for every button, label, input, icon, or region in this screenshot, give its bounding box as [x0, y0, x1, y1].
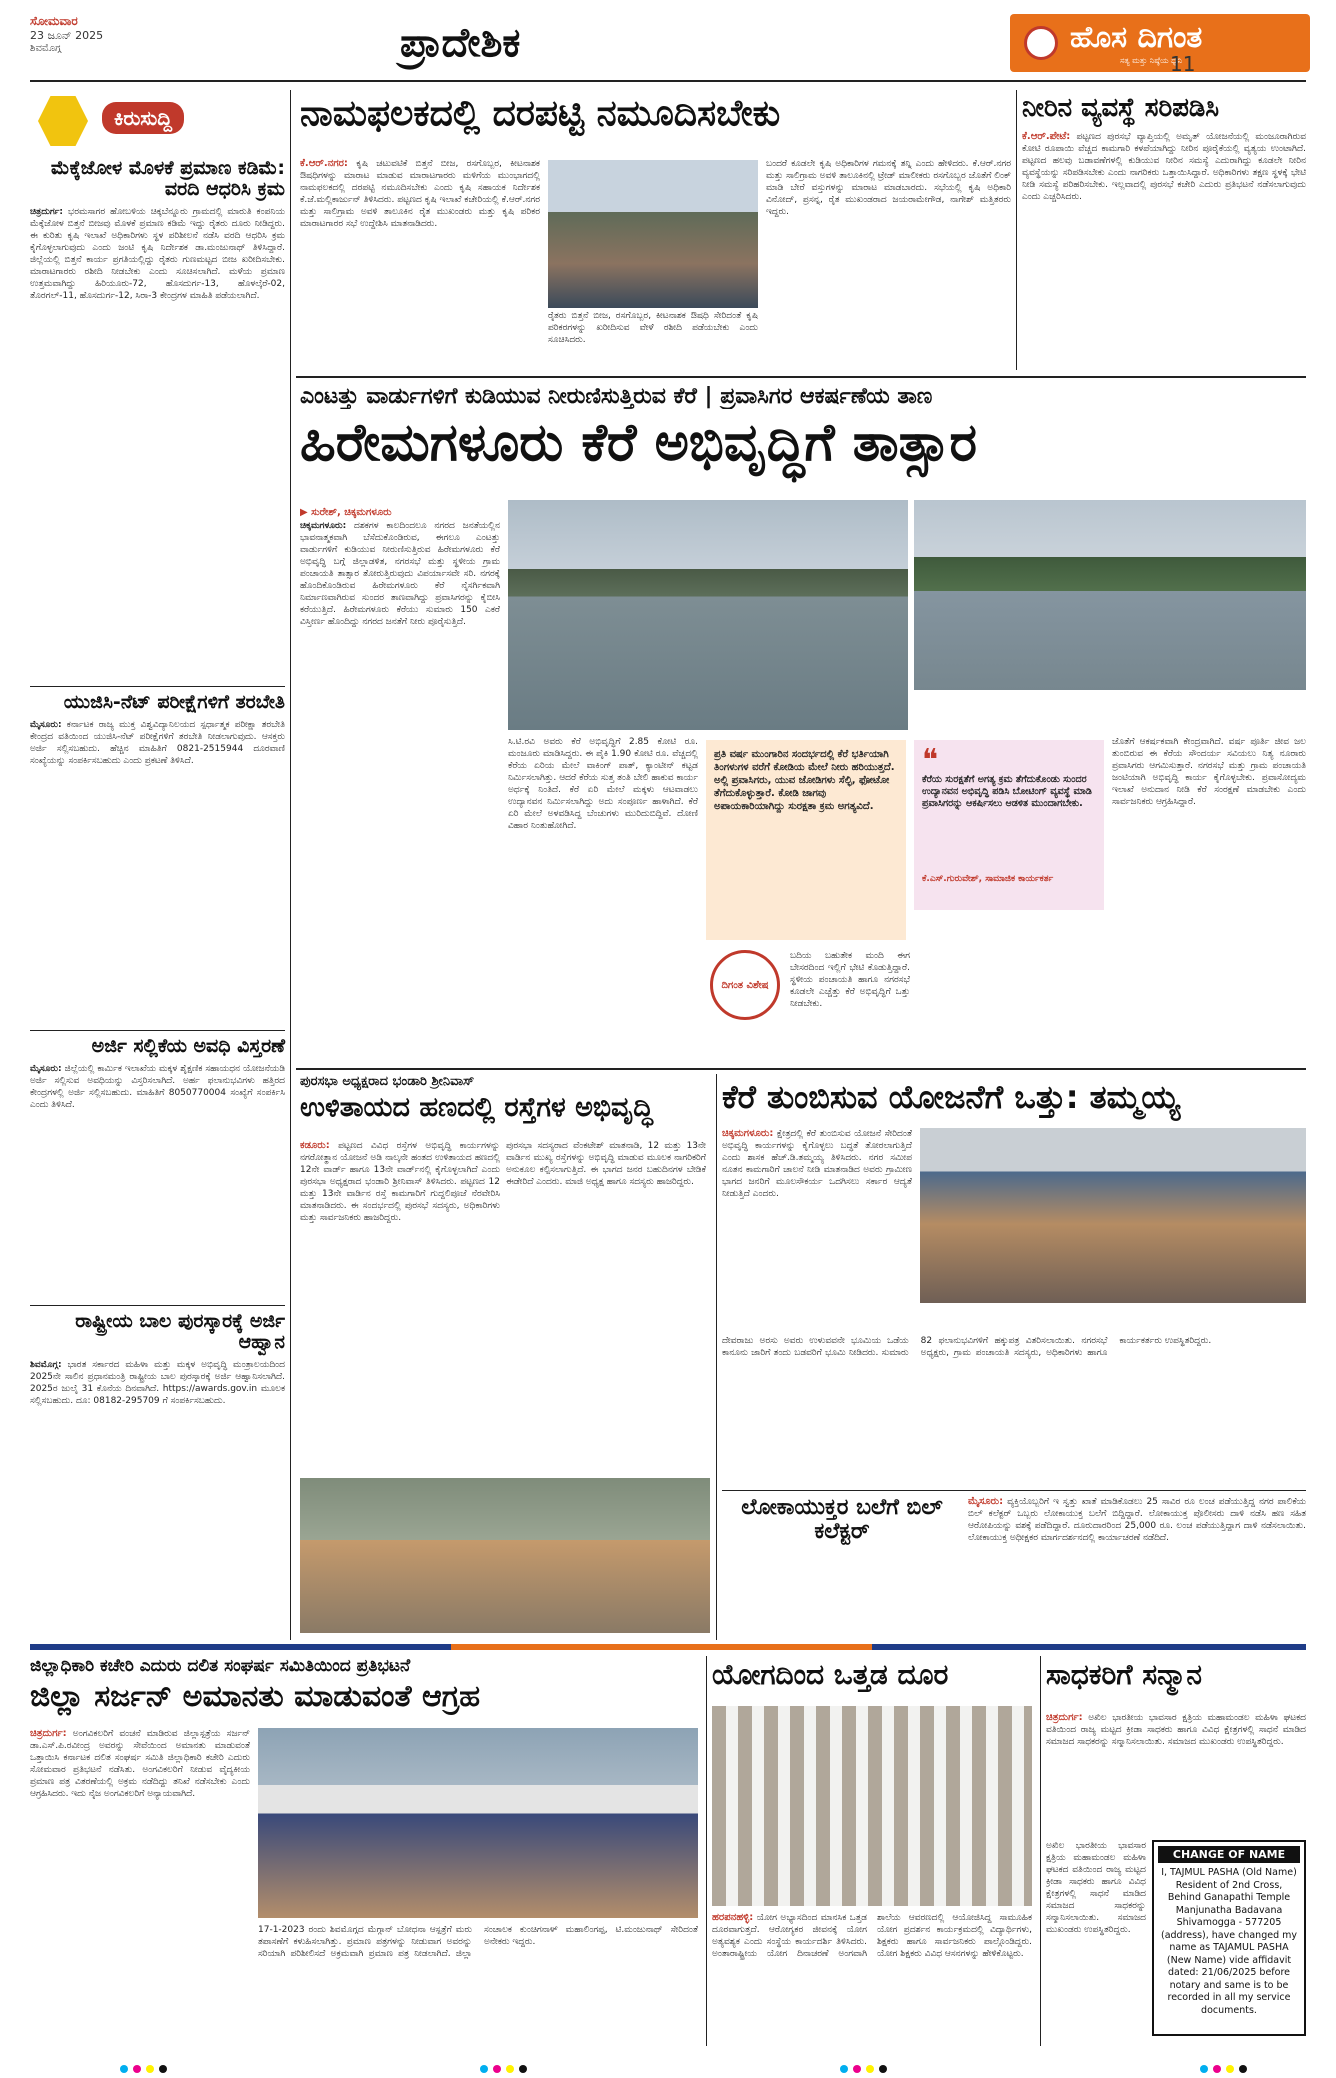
story-water — [1022, 94, 1306, 371]
kirusuddi-label: ಕಿರುಸುದ್ದಿ — [102, 102, 184, 134]
story-headline: ಲೋಕಾಯುಕ್ತರ ಬಲೆಗೆ ಬಿಲ್ ಕಲೆಕ್ಟರ್ — [741, 1495, 943, 1545]
quote-text: ಪ್ರತಿ ವರ್ಷ ಮುಂಗಾರಿನ ಸಂದರ್ಭದಲ್ಲಿ ಕೆರೆ ಭರ್ತಿಯಾಗಿ ತಿಂಗಳುಗಳ ವರೆಗೆ ಕೋಡಿಯ ಮೇಲೆ ನೀರು ಹರಿಯುತ್ತದೆ. ಅಲ್ಲಿ ಪ್ರವಾಸಿಗರು, ಯುವ ಜೋಡಿಗಳು ಸೆಲ್ಫಿ, ಫೋಟೋ ತೆಗೆದುಕೊಳ್ಳುತ್ತಾರೆ. ಕೋಡಿ ಜಾಗವು ಅಪಾಯಕಾರಿಯಾಗಿದ್ದು ಸುರಕ್ಷತಾ ಕ್ರಮ ಅಗತ್ಯವಿದೆ. — [714, 749, 895, 812]
story-roads — [300, 1074, 710, 1123]
story-price — [300, 94, 1020, 134]
story-headline: ನಾಮಫಲಕದಲ್ಲಿ ದರಪಟ್ಟಿ ನಮೂದಿಸಬೇಕು — [300, 93, 781, 134]
story-roads-body — [300, 1140, 500, 1470]
brief-body: ಭರಮಸಾಗರ ಹೋಬಳಿಯ ಚಿಕ್ಕಬೆನ್ನೂರು ಗ್ರಾಮದಲ್ಲಿ ಮಾರುತಿ ಕಂಪನಿಯ ಮೆಕ್ಕೆಜೋಳ ಬಿತ್ತನೆ ಬೀಜವು ಮೊಳಕೆ ಪ್ರಮಾಣ ಕಡಿಮೆ ಇದ್ದು ರೈತರು ದೂರು ನೀಡಿದ್ದರು. ಈ ಕುರಿತು ಕೃಷಿ ಇಲಾಖೆ ಅಧಿಕಾರಿಗಳು ಸ್ಥಳ ಪರಿಶೀಲನೆ ನಡೆಸಿ ವರದಿ ಆಧರಿಸಿ ಕ್ರಮ ಕೈಗೊಳ್ಳಲಾಗುವುದು ಎಂದು ಜಂಟಿ ಕೃಷಿ ನಿರ್ದೇಶಕ ಡಾ.ಮಂಜುನಾಥ್ ತಿಳಿಸಿದ್ದಾರೆ. ಜಿಲ್ಲೆಯಲ್ಲಿ ಬಿತ್ತನೆ ಕಾರ್ಯ ಪ್ರಗತಿಯಲ್ಲಿದ್ದು ರೈತರು ಗುಣಮಟ್ಟದ ಬೀಜ ಖರೀದಿಸಬೇಕು. ಮಾರಾಟಗಾರರು ರಶೀದಿ ನೀಡಬೇಕು ಎಂದು ಸೂಚಿಸಲಾಗಿದೆ. ಮಳೆಯ ಪ್ರಮಾಣ ಉತ್ತಮವಾಗಿದ್ದು ಹಿರಿಯೂರು-72, ಹೊಸದುರ್ಗ-13, ಹೊಳಲ್ಕೆರೆ-02, ತೊರಗಲ್-11, ಹೊಸದುರ್ಗ-12, ಸಿರಾ-3 ಕೇಂದ್ರಗಳ ಮಾಹಿತಿ ಪಡೆಯಲಾಗಿದೆ. — [30, 206, 285, 301]
story-price-body — [300, 158, 540, 368]
story-lokayukta — [722, 1496, 962, 1544]
lead-quote-2 — [914, 740, 1104, 910]
brief-1 — [30, 158, 285, 696]
photo-caption: ರೈತರು ಬಿತ್ತನೆ ಬೀಜ, ರಸಗೊಬ್ಬರ, ಕೀಟನಾಶಕ ಔಷಧಿ ಸೇರಿದಂತೆ ಕೃಷಿ ಪರಿಕರಗಳನ್ನು ಖರೀದಿಸುವ ವೇಳೆ ರಶೀದಿ ಪಡೆಯಬೇಕು ಎಂದು ಸೂಚಿಸಿದರು. — [548, 311, 758, 345]
story-body: ವ್ಯಕ್ತಿಯೊಬ್ಬರಿಗೆ ಇ ಸ್ವತ್ತು ಖಾತೆ ಮಾಡಿಕೊಡಲು 25 ಸಾವಿರ ರೂ ಲಂಚ ಪಡೆಯುತ್ತಿದ್ದ ನಗರ ಪಾಲಿಕೆಯ ಬಿಲ್ ಕಲೆಕ್ಟರ್ ಒಬ್ಬರು ಲೋಕಾಯುಕ್ತ ಬಲೆಗೆ ಬಿದ್ದಿದ್ದಾರೆ. ಲೋಕಾಯುಕ್ತ ಪೊಲೀಸರು ದಾಳಿ ನಡೆಸಿ ಹಣ ಸಹಿತ ಆರೋಪಿಯನ್ನು ವಶಕ್ಕೆ ಪಡೆದಿದ್ದಾರೆ. ದೂರುದಾರರಿಂದ 25,000 ರೂ. ಲಂಚ ಪಡೆಯುತ್ತಿದ್ದಾಗ ದಾಳಿ ನಡೆಸಲಾಯಿತು. ಲೋಕಾಯುಕ್ತ ಅಧೀಕ್ಷಕರ ಮಾರ್ಗದರ್ಶನದಲ್ಲಿ ಕಾರ್ಯಾಚರಣೆ ನಡೆದಿದೆ. — [968, 1497, 1306, 1543]
classified-notice — [1152, 1840, 1306, 2036]
story-body: ಪಟ್ಟಣದ ವಿವಿಧ ರಸ್ತೆಗಳ ಅಭಿವೃದ್ಧಿ ಕಾರ್ಯಗಳನ್ನು ನಗರೋತ್ಥಾನ ಯೋಜನೆ ಅಡಿ ನಾಲ್ಕನೇ ಹಂತದ ಉಳಿತಾಯದ ಹಣದಲ್ಲಿ 12ನೇ ವಾರ್ಡ್ ಹಾಗೂ 13ನೇ ವಾರ್ಡ್‌ನಲ್ಲಿ ಕೈಗೊಳ್ಳಲಾಗಿದೆ ಎಂದು ಪುರಸಭಾ ಅಧ್ಯಕ್ಷರಾದ ಭಂಡಾರಿ ಶ್ರೀನಿವಾಸ್ ತಿಳಿಸಿದರು. ಪಟ್ಟಣದ 12 ಮತ್ತು 13ನೇ ವಾರ್ಡಿನ ರಸ್ತೆ ಕಾಮಗಾರಿಗೆ ಗುದ್ದಲಿಪೂಜೆ ನೆರವೇರಿಸಿ ಮಾತನಾಡಿದರು. ಈ ಸಂದರ್ಭದಲ್ಲಿ ಪುರಸಭೆ ಸದಸ್ಯರು, ಅಧಿಕಾರಿಗಳು ಮತ್ತು ಸಾರ್ವಜನಿಕರು ಹಾಜರಿದ್ದರು. — [300, 1141, 500, 1223]
dateline: ಮೈಸೂರು: — [30, 1063, 62, 1074]
yoga-photo — [712, 1706, 1032, 1906]
notice-text: I, TAJMUL PASHA (Old Name) Resident of 2nd Cross, Behind Ganapathi Temple Manjunatha Badavana Shivamogga - 577205 (address), have changed my name as TAJAMUL PASHA (New Name) vide affidavit dated: 21/06/2025 before notary and same is to be recorded in all my service documents. — [1161, 1867, 1297, 2016]
logo-name: ಹೊಸ ದಿಗಂತ — [1070, 20, 1203, 55]
story-body: ಕೃಷಿ ಚಟುವಟಿಕೆ ಬಿತ್ತನೆ ಬೀಜ, ರಸಗೊಬ್ಬರ, ಕೀಟನಾಶಕ ಔಷಧಿಗಳನ್ನು ಮಾರಾಟ ಮಾಡುವ ಮಾರಾಟಗಾರರು ಮಳಿಗೆಯ ಮುಂಭಾಗದಲ್ಲಿ ನಾಮಫಲಕದಲ್ಲಿ ದರಪಟ್ಟಿ ನಮೂದಿಸಬೇಕು ಎಂದು ಕೃಷಿ ಸಹಾಯಕ ನಿರ್ದೇಶಕ ಕೆ.ಜೆ.ಮಲ್ಲಿಕಾರ್ಜುನ್ ತಿಳಿಸಿದರು. ಪಟ್ಟಣದ ಕೃಷಿ ಇಲಾಖೆ ಕಚೇರಿಯಲ್ಲಿ ಕೆ.ಆರ್.ನಗರ ಮತ್ತು ಸಾಲಿಗ್ರಾಮ ಅವಳಿ ತಾಲೂಕಿನ ರೈತ ಮುಖಂಡರು ಮತ್ತು ಕೃಷಿ ಪರಿಕರ ಮಾರಾಟಗಾರರ ಸಭೆ ಉದ್ದೇಶಿಸಿ ಮಾತನಾಡಿದರು. — [300, 159, 540, 229]
registration-marks — [120, 2058, 180, 2068]
dateline: ಚಿಕ್ಕಮಗಳೂರು: — [300, 521, 347, 531]
lead-body-1 — [300, 520, 500, 1060]
story-protest-body — [30, 1728, 250, 2038]
protest-photo — [258, 1728, 698, 1918]
emblem-icon — [1024, 26, 1058, 60]
quote-author: ಕೆ.ಎಸ್.ಗುರುವೇಶ್, ಸಾಮಾಜಿಕ ಕಾರ್ಯಕರ್ತ — [922, 874, 1054, 884]
story-headline: ನೀರಿನ ವ್ಯವಸ್ಥೆ ಸರಿಪಡಿಸಿ — [1022, 93, 1220, 123]
lake-pier-photo — [508, 500, 908, 730]
registration-marks — [1200, 2058, 1260, 2068]
story-honor-body — [1046, 1712, 1306, 1832]
story-tank-body-2: ದೇವರಾಜು ಅರಸು ಅವರು ಉಳುವವನೇ ಭೂಮಿಯ ಒಡೆಯ ಕಾನೂನು ಜಾರಿಗೆ ತಂದು ಬಡವರಿಗೆ ಭೂಮಿ ನೀಡಿದರು. ಸುಮಾರು 82 ಫಲಾನುಭವಿಗಳಿಗೆ ಹಕ್ಕುಪತ್ರ ವಿತರಿಸಲಾಯಿತು. ನಗರಸಭೆ ಅಧ್ಯಕ್ಷರು, ಗ್ರಾಮ ಪಂಚಾಯತಿ ಸದಸ್ಯರು, ಅಧಿಕಾರಿಗಳು ಹಾಗೂ ಕಾರ್ಯಕರ್ತರು ಉಪಸ್ಥಿತರಿದ್ದರು. — [722, 1336, 1212, 1358]
day: ಸೋಮವಾರ — [30, 14, 78, 28]
dateline: ಮೈಸೂರು: — [968, 1496, 1004, 1507]
lead-quote-1 — [706, 740, 906, 940]
story-body: ಅಂಗವಿಕಲರಿಗೆ ವಂಚನೆ ಮಾಡಿರುವ ಜಿಲ್ಲಾಸ್ಪತ್ರೆಯ ಸರ್ಜನ್ ಡಾ.ಎಸ್.ಪಿ.ರವೀಂದ್ರ ಅವರನ್ನು ಸೇವೆಯಿಂದ ಅಮಾನತು ಮಾಡುವಂತೆ ಒತ್ತಾಯಿಸಿ ಕರ್ನಾಟಕ ದಲಿತ ಸಂಘರ್ಷ ಸಮಿತಿ ಜಿಲ್ಲಾಧಿಕಾರಿ ಕಚೇರಿ ಎದುರು ಸೋಮವಾರ ಪ್ರತಿಭಟನೆ ನಡೆಸಿತು. ಅಂಗವಿಕಲರಿಗೆ ನೀಡುವ ವೈದ್ಯಕೀಯ ಪ್ರಮಾಣ ಪತ್ರ ವಿತರಣೆಯಲ್ಲಿ ಅಕ್ರಮ ನಡೆದಿದ್ದು ತನಿಖೆ ನಡೆಸಬೇಕು ಎಂದು ಆಗ್ರಹಿಸಿದರು. ಇದು ನೈಜ ಅಂಗವಿಕಲರಿಗೆ ಅನ್ಯಾಯವಾಗಿದೆ. — [30, 1729, 250, 1799]
registration-marks — [480, 2058, 540, 2068]
brief-body: ಕರ್ನಾಟಕ ರಾಜ್ಯ ಮುಕ್ತ ವಿಶ್ವವಿದ್ಯಾನಿಲಯದ ಸ್ಪರ್ಧಾತ್ಮಕ ಪರೀಕ್ಷಾ ತರಬೇತಿ ಕೇಂದ್ರದ ವತಿಯಿಂದ ಯುಜಿಸಿ-ನೆಟ್ ಪರೀಕ್ಷೆಗಳಿಗೆ ತರಬೇತಿ ನೀಡಲಾಗುವುದು. ಆಸಕ್ತರು ಅರ್ಜಿ ಸಲ್ಲಿಸಬಹುದು. ಹೆಚ್ಚಿನ ಮಾಹಿತಿಗೆ 0821-2515944 ದೂರವಾಣಿ ಸಂಖ್ಯೆಯನ್ನು ಸಂಪರ್ಕಿಸಬಹುದು ಎಂದು ಪ್ರಕಟಣೆ ತಿಳಿಸಿದೆ. — [30, 719, 285, 766]
dateline: ಚಿಕ್ಕಮಗಳೂರು: — [722, 1128, 774, 1139]
lead-byline: ▶ ಸುರೇಶ್, ಚಿಕ್ಕಮಗಳೂರು — [300, 507, 392, 518]
section-title: ಪ್ರಾದೇಶಿಕ — [400, 20, 521, 66]
lead-headline: ಹಿರೇಮಗಳೂರು ಕೆರೆ ಅಭಿವೃದ್ಧಿಗೆ ತಾತ್ಸಾರ — [300, 413, 978, 473]
brief-body: ಜಿಲ್ಲೆಯಲ್ಲಿ ಕಾರ್ಮಿಕ ಇಲಾಖೆಯ ಮಕ್ಕಳ ಶೈಕ್ಷಣಿಕ ಸಹಾಯಧನ ಯೋಜನೆಯಡಿ ಅರ್ಜಿ ಸಲ್ಲಿಸುವ ಅವಧಿಯನ್ನು ವಿಸ್ತರಿಸಲಾಗಿದೆ. ಅರ್ಹ ಫಲಾನುಭವಿಗಳು ಹತ್ತಿರದ ಕೇಂದ್ರಗಳಲ್ಲಿ ಅರ್ಜಿ ಸಲ್ಲಿಸಬಹುದು. ಮಾಹಿತಿಗೆ 8050770004 ಸಂಖ್ಯೆಗೆ ಸಂಪರ್ಕಿಸಿ ಎಂದು ತಿಳಿಸಿದೆ. — [30, 1063, 285, 1110]
quote-icon: ❝ — [922, 743, 939, 778]
lake-view-photo — [914, 500, 1306, 690]
lead-story — [300, 384, 1306, 472]
dateline: ಕೆ.ಆರ್.ನಗರ: — [300, 158, 348, 169]
story-protest-body-2: 17-1-2023 ರಂದು ಶಿವಮೊಗ್ಗದ ಮೆಗ್ಗಾನ್ ಬೋಧನಾ ಆಸ್ಪತ್ರೆಗೆ ಮರು ತಪಾಸಣೆಗೆ ಕಳುಹಿಸಲಾಗಿತ್ತು. ಪ್ರಮಾಣ ಪತ್ರಗಳನ್ನು ನೀಡುವಾಗ ಅವರನ್ನು ಸರಿಯಾಗಿ ಪರಿಶೀಲಿಸದೆ ಅಕ್ರಮವಾಗಿ ಪ್ರಮಾಣ ಪತ್ರ ನೀಡಲಾಗಿದೆ. ಜಿಲ್ಲಾ ಸಂಚಾಲಕ ಕುಂಚಿಗನಾಳ್ ಮಹಾಲಿಂಗಪ್ಪ, ಟಿ.ಮಂಜುನಾಥ್ ಸೇರಿದಂತೆ ಅನೇಕರು ಇದ್ದರು. — [258, 1925, 698, 1959]
story-lokayukta-body — [968, 1496, 1306, 1636]
kirusuddi-banner — [30, 90, 285, 150]
story-tank-body — [722, 1128, 912, 1328]
dateline: ಕಡೂರು: — [300, 1140, 330, 1151]
lead-body-4: ಬದಿಯ ಬಹುತೇಕ ಮಂದಿ ಈಗ ಬೇಸರದಿಂದ ಇಲ್ಲಿಗೆ ಭೇಟಿ ಕೊಡುತ್ತಿದ್ದಾರೆ. ಸ್ಥಳೀಯ ಪಂಚಾಯತಿ ಹಾಗೂ ನಗರಸಭೆ ಕೂಡಲೇ ಎಚ್ಚೆತ್ತು ಕೆರೆ ಅಭಿವೃದ್ಧಿಗೆ ಒತ್ತು ನೀಡಬೇಕು. — [790, 951, 910, 1009]
page-number: 11 — [1170, 52, 1196, 76]
story-honor-body-2: ಅಖಿಲ ಭಾರತೀಯ ಭಾವಸಾರ ಕ್ಷತ್ರಿಯ ಮಹಾಮಂಡಲ ಮಹಿಳಾ ಘಟಕದ ವತಿಯಿಂದ ರಾಜ್ಯ ಮಟ್ಟದ ಕ್ರೀಡಾ ಸಾಧಕರು ಹಾಗೂ ವಿವಿಧ ಕ್ಷೇತ್ರಗಳಲ್ಲಿ ಸಾಧನೆ ಮಾಡಿದ ಸಮಾಜದ ಸಾಧಕರನ್ನು ಸನ್ಮಾನಿಸಲಾಯಿತು. ಸಮಾಜದ ಮುಖಂಡರು ಉಪಸ್ಥಿತರಿದ್ದರು. — [1046, 1841, 1146, 1935]
story-roads-body-2: ಪುರಸಭಾ ಸದಸ್ಯರಾದ ವೆಂಕಟೇಶ್ ಮಾತನಾಡಿ, 12 ಮತ್ತು 13ನೇ ವಾರ್ಡಿನ ಮುಖ್ಯ ರಸ್ತೆಗಳನ್ನು ಅಭಿವೃದ್ಧಿ ಮಾಡುವ ಮೂಲಕ ನಾಗರಿಕರಿಗೆ ಅನುಕೂಲ ಕಲ್ಪಿಸಲಾಗುತ್ತಿದೆ. ಈ ಭಾಗದ ಜನರ ಬಹುದಿನಗಳ ಬೇಡಿಕೆ ಈಡೇರಿದೆ ಎಂದರು. ಮಾಜಿ ಅಧ್ಯಕ್ಷ ಹಾಗೂ ಸದಸ್ಯರು ಹಾಜರಿದ್ದರು. — [506, 1141, 706, 1187]
lead-body-2: ಸಿ.ಟಿ.ರವಿ ಅವರು ಕೆರೆ ಅಭಿವೃದ್ಧಿಗೆ 2.85 ಕೋಟಿ ರೂ. ಮಂಜೂರು ಮಾಡಿಸಿದ್ದರು. ಈ ಪೈಕಿ 1.90 ಕೋಟಿ ರೂ. ವೆಚ್ಚದಲ್ಲಿ ಕೆರೆಯ ಏರಿಯ ಮೇಲೆ ವಾಕಿಂಗ್ ಪಾತ್, ಕ್ಯಾಂಟೀನ್ ಕಟ್ಟಡ ನಿರ್ಮಿಸಲಾಗಿತ್ತು. ಆದರೆ ಕೆರೆಯ ಸುತ್ತ ತಂತಿ ಬೇಲಿ ಹಾಕುವ ಕಾರ್ಯ ಅರ್ಧಕ್ಕೆ ನಿಂತಿದೆ. ಕೆರೆ ಏರಿ ಮೇಲೆ ಮಕ್ಕಳು ಆಟವಾಡಲು ಉದ್ಯಾನವನ ನಿರ್ಮಿಸಲಾಗಿದ್ದು ಅದು ಸಂಪೂರ್ಣ ಹಾಳಾಗಿದೆ. ಕೆರೆ ಏರಿ ಮೇಲೆ ಅಳವಡಿಸಿದ್ದ ಬೆಂಚುಗಳು ಮುರಿದುಬಿದ್ದಿವೆ. ದೋಣಿ ವಿಹಾರ ನಿಂತುಹೋಗಿದೆ. — [508, 737, 698, 831]
story-headline: ಜಿಲ್ಲಾ ಸರ್ಜನ್ ಅಮಾನತು ಮಾಡುವಂತೆ ಆಗ್ರಹ — [30, 1679, 481, 1714]
story-yoga-body — [712, 1912, 1032, 2038]
city: ಶಿವಮೊಗ್ಗ — [30, 43, 62, 54]
notice-title: CHANGE OF NAME — [1158, 1846, 1300, 1863]
lead-kicker: ಎಂಟತ್ತು ವಾರ್ಡುಗಳಿಗೆ ಕುಡಿಯುವ ನೀರುಣಿಸುತ್ತಿರುವ ಕೆರೆ | ಪ್ರವಾಸಿಗರ ಆಕರ್ಷಣೆಯ ತಾಣ — [300, 384, 933, 409]
story-protest — [30, 1656, 700, 1713]
story-kicker: ಪುರಸಭಾ ಅಧ್ಯಕ್ಷರಾದ ಭಂಡಾರಿ ಶ್ರೀನಿವಾಸ್ — [300, 1074, 475, 1089]
dateline: ಚಿತ್ರದುರ್ಗ: — [30, 206, 64, 217]
story-body: ಯೋಗ ಅಭ್ಯಾಸದಿಂದ ಮಾನಸಿಕ ಒತ್ತಡ ದೂರವಾಗುತ್ತದೆ. ಆರೋಗ್ಯಕರ ಜೀವನಕ್ಕೆ ಯೋಗ ಅತ್ಯವಶ್ಯಕ ಎಂದು ಸಂಸ್ಥೆಯ ಕಾರ್ಯದರ್ಶಿ ತಿಳಿಸಿದರು. ಅಂತಾರಾಷ್ಟ್ರೀಯ ಯೋಗ ದಿನಾಚರಣೆ ಅಂಗವಾಗಿ ಶಾಲೆಯ ಆವರಣದಲ್ಲಿ ಆಯೋಜಿಸಿದ್ದ ಸಾಮೂಹಿಕ ಯೋಗ ಪ್ರದರ್ಶನ ಕಾರ್ಯಕ್ರಮದಲ್ಲಿ ವಿದ್ಯಾರ್ಥಿಗಳು, ಶಿಕ್ಷಕರು ಹಾಗೂ ಸಾರ್ವಜನಿಕರು ಪಾಲ್ಗೊಂಡಿದ್ದರು. ಯೋಗ ಶಿಕ್ಷಕರು ವಿವಿಧ ಆಸನಗಳನ್ನು ಹೇಳಿಕೊಟ್ಟರು. — [712, 1913, 1032, 1959]
brief-headline: ಯುಜಿಸಿ-ನೆಟ್ ಪರೀಕ್ಷೆಗಳಿಗೆ ತರಬೇತಿ — [63, 691, 285, 713]
story-headline: ಉಳಿತಾಯದ ಹಣದಲ್ಲಿ ರಸ್ತೆಗಳ ಅಭಿವೃದ್ಧಿ — [300, 1092, 653, 1123]
story-headline: ಯೋಗದಿಂದ ಒತ್ತಡ ದೂರ — [712, 1658, 949, 1691]
brief-4 — [30, 1311, 285, 1609]
dateline: ಚಿತ್ರದುರ್ಗ: — [1046, 1712, 1083, 1723]
dateline: ಹರಪನಹಳ್ಳಿ: — [712, 1912, 754, 1923]
logo-tagline: ಸತ್ಯ ಮತ್ತು ನಿಷ್ಠೆಯ ಧ್ವನಿ — [1120, 56, 1183, 65]
story-body: ಅಖಿಲ ಭಾರತೀಯ ಭಾವಸಾರ ಕ್ಷತ್ರಿಯ ಮಹಾಮಂಡಲ ಮಹಿಳಾ ಘಟಕದ ವತಿಯಿಂದ ರಾಜ್ಯ ಮಟ್ಟದ ಕ್ರೀಡಾ ಸಾಧಕರು ಹಾಗೂ ವಿವಿಧ ಕ್ಷೇತ್ರಗಳಲ್ಲಿ ಸಾಧನೆ ಮಾಡಿದ ಸಮಾಜದ ಸಾಧಕರನ್ನು ಸನ್ಮಾನಿಸಲಾಯಿತು. ಸಮಾಜದ ಮುಖಂಡರು ಉಪಸ್ಥಿತರಿದ್ದರು. — [1046, 1713, 1306, 1747]
dateline: ಶಿವಮೊಗ್ಗ: — [30, 1359, 62, 1370]
dateline: ಕೆ.ಆರ್.ಪೇಟೆ: — [1022, 130, 1071, 142]
dateline: ಚಿತ್ರದುರ್ಗ: — [30, 1728, 67, 1739]
brief-2 — [30, 692, 285, 929]
quote-text: ಕೆರೆಯ ಸುರಕ್ಷತೆಗೆ ಅಗತ್ಯ ಕ್ರಮ ತೆಗೆದುಕೊಂಡು ಸುಂದರ ಉದ್ಯಾನವನ ಅಭಿವೃದ್ಧಿ ಪಡಿಸಿ ಬೋಟಿಂಗ್ ವ್ಯವಸ್ಥೆ ಮಾಡಿ ಪ್ರವಾಸಿಗರನ್ನು ಆಕರ್ಷಿಸಲು ಆಡಳಿತ ಮುಂದಾಗಬೇಕು. — [922, 774, 1092, 809]
brief-3 — [30, 1036, 285, 1263]
brief-headline: ರಾಷ್ಟ್ರೀಯ ಬಾಲ ಪುರಸ್ಕಾರಕ್ಕೆ ಅರ್ಜಿ ಆಹ್ವಾನ — [75, 1310, 285, 1353]
date-box — [30, 14, 140, 72]
lead-body-3: ಜೊತೆಗೆ ಆಕರ್ಷಕವಾಗಿ ಕೇಂದ್ರವಾಗಿದೆ. ವರ್ಷ ಪೂರ್ತಿ ಜೀವ ಜಲ ತುಂಬಿರುವ ಈ ಕೆರೆಯ ಸೌಂದರ್ಯ ಸವಿಯಲು ನಿತ್ಯ ನೂರಾರು ಪ್ರವಾಸಿಗರು ಆಗಮಿಸುತ್ತಾರೆ. ನಗರಸಭೆ ಮತ್ತು ಗ್ರಾಮ ಪಂಚಾಯತಿ ಜಂಟಿಯಾಗಿ ಅಭಿವೃದ್ಧಿ ಕಾರ್ಯ ಕೈಗೊಳ್ಳಬೇಕು. ಪ್ರವಾಸೋದ್ಯಮ ಇಲಾಖೆ ಅನುದಾನ ನೀಡಿ ಕೆರೆ ಸಂರಕ್ಷಣೆ ಮಾಡಬೇಕು ಎಂದು ಸಾರ್ವಜನಿಕರು ಆಗ್ರಹಿಸಿದ್ದಾರೆ. — [1112, 737, 1306, 807]
dateline: ಮೈಸೂರು: — [30, 719, 62, 730]
digantha-special-stamp: ದಿಗಂತ ವಿಶೇಷ — [710, 950, 780, 1020]
registration-marks — [840, 2058, 900, 2068]
story-tank — [722, 1080, 1306, 1115]
newspaper-logo — [1010, 14, 1310, 76]
mla-event-photo — [920, 1128, 1306, 1303]
roads-event-photo — [300, 1478, 710, 1633]
date: 23 ಜೂನ್ 2025 — [30, 29, 104, 42]
story-yoga — [712, 1660, 1032, 1691]
finger-icon — [38, 96, 88, 146]
lead-body-text: ದಶಕಗಳ ಕಾಲದಿಂದಲೂ ನಗರದ ಜನತೆಯಲ್ಲಿನ ಭಾವನಾತ್ಮಕವಾಗಿ ಬೆಸೆದುಕೊಂಡಿರುವ, ಈಗಲೂ ಎಂಟತ್ತು ವಾರ್ಡುಗಳಿಗೆ ಕುಡಿಯುವ ನೀರುಣಿಸುತ್ತಿರುವ ಹಿರೇಮಗಳೂರು ಕೆರೆ ಅಭಿವೃದ್ಧಿ ಬಗ್ಗೆ ಜಿಲ್ಲಾಡಳಿತ, ನಗರಸಭೆ ಮತ್ತು ಸ್ಥಳೀಯ ಗ್ರಾಮ ಪಂಚಾಯತಿ ತಾತ್ಸಾರ ತೋರುತ್ತಿರುವುದು ವಿಪರ್ಯಾಸವೇ ಸರಿ. ನಗರಕ್ಕೆ ಹೊಂದಿಕೊಂಡಿರುವ ಹಿರೇಮಗಳೂರು ಕೆರೆ ನೈಸರ್ಗಿಕವಾಗಿ ನಿರ್ಮಾಣವಾಗಿರುವ ಸುಂದರ ತಾಣವಾಗಿದ್ದು ಪ್ರವಾಸಿಗರನ್ನು ಕೈಬೀಸಿ ಕರೆಯುತ್ತಿದೆ. ಹಿರೇಮಗಳೂರು ಕೆರೆಯು ಸುಮಾರು 150 ಎಕರೆ ವಿಸ್ತೀರ್ಣ ಹೊಂದಿದ್ದು ನಗರದ ಜನತೆಗೆ ನೀರು ಪೂರೈಸುತ್ತಿದೆ. — [300, 521, 500, 627]
masthead — [30, 14, 1306, 76]
brief-body: ಭಾರತ ಸರ್ಕಾರದ ಮಹಿಳಾ ಮತ್ತು ಮಕ್ಕಳ ಅಭಿವೃದ್ಧಿ ಮಂತ್ರಾಲಯದಿಂದ 2025ನೇ ಸಾಲಿನ ಪ್ರಧಾನಮಂತ್ರಿ ರಾಷ್ಟ್ರೀಯ ಬಾಲ ಪುರಸ್ಕಾರಕ್ಕೆ ಅರ್ಜಿ ಆಹ್ವಾನಿಸಲಾಗಿದೆ. 2025ರ ಜುಲೈ 31 ಕೊನೆಯ ದಿನವಾಗಿದೆ. https://awards.gov.in ಮೂಲಕ ಸಲ್ಲಿಸಬಹುದು. ದೂ: 08182-295709 ಗೆ ಸಂಪರ್ಕಿಸಬಹುದು. — [30, 1359, 285, 1406]
brief-headline: ಮೆಕ್ಕೆಜೋಳ ಮೊಳಕೆ ಪ್ರಮಾಣ ಕಡಿಮೆ: ವರದಿ ಆಧರಿಸಿ ಕ್ರಮ — [50, 157, 285, 200]
story-body: ಕ್ಷೇತ್ರದಲ್ಲಿ ಕೆರೆ ತುಂಬಿಸುವ ಯೋಜನೆ ಸೇರಿದಂತೆ ಅಭಿವೃದ್ಧಿ ಕಾರ್ಯಗಳನ್ನು ಕೈಗೊಳ್ಳಲು ಬದ್ಧತೆ ತೋರಲಾಗುತ್ತಿದೆ ಎಂದು ಶಾಸಕ ಹೆಚ್.ಡಿ.ತಮ್ಮಯ್ಯ ತಿಳಿಸಿದರು. ನಗರ ಸಮೀಪ ನೂತನ ಕಾಮಗಾರಿಗೆ ಚಾಲನೆ ನೀಡಿ ಮಾತನಾಡಿದ ಅವರು ಗ್ರಾಮೀಣ ಭಾಗದ ಜನರಿಗೆ ಮೂಲಸೌಕರ್ಯ ಒದಗಿಸಲು ಸರ್ಕಾರ ಆದ್ಯತೆ ನೀಡುತ್ತಿದೆ ಎಂದರು. — [722, 1129, 912, 1199]
brief-headline: ಅರ್ಜಿ ಸಲ್ಲಿಕೆಯ ಅವಧಿ ವಿಸ್ತರಣೆ — [91, 1035, 285, 1057]
story-headline: ಸಾಧಕರಿಗೆ ಸನ್ಮಾನ — [1046, 1658, 1202, 1691]
meeting-photo — [548, 160, 758, 308]
section-divider — [30, 1644, 1306, 1650]
byline: ಸುರೇಶ್, ಚಿಕ್ಕಮಗಳೂರು — [311, 507, 392, 518]
story-price-body-2: ಬಂದರೆ ಕೂಡಲೇ ಕೃಷಿ ಅಧಿಕಾರಿಗಳ ಗಮನಕ್ಕೆ ತನ್ನಿ ಎಂದು ಹೇಳಿದರು. ಕೆ.ಆರ್.ನಗರ ಮತ್ತು ಸಾಲಿಗ್ರಾಮ ಅವಳಿ ತಾಲೂಕಿನಲ್ಲಿ ಟ್ರೇಡ್ ಮಾಲೀಕರು ರಸಗೊಬ್ಬರ ಜೊತೆಗೆ ಲಿಂಕ್ ಮಾಡಿ ಬೇರೆ ವಸ್ತುಗಳನ್ನು ಮಾರಾಟ ಮಾಡಬಾರದು. ಸಭೆಯಲ್ಲಿ ಕೃಷಿ ಅಧಿಕಾರಿ ವಿನೋದ್, ಪ್ರಸನ್ನ, ರೈತ ಮುಖಂಡರಾದ ಜಯರಾಮೇಗೌಡ, ನಾಗೇಶ್ ಮತ್ತಿತರರು ಇದ್ದರು. — [766, 159, 1011, 217]
story-kicker: ಜಿಲ್ಲಾಧಿಕಾರಿ ಕಚೇರಿ ಎದುರು ದಲಿತ ಸಂಘರ್ಷ ಸಮಿತಿಯಿಂದ ಪ್ರತಿಭಟನೆ — [30, 1656, 411, 1676]
story-headline: ಕೆರೆ ತುಂಬಿಸುವ ಯೋಜನೆಗೆ ಒತ್ತು: ತಮ್ಮಯ್ಯ — [722, 1078, 1181, 1116]
story-body: ಪಟ್ಟಣದ ಪುರಸಭೆ ವ್ಯಾಪ್ತಿಯಲ್ಲಿ ಅಮೃತ್ ಯೋಜನೆಯಲ್ಲಿ ಮಂಜೂರಾಗಿರುವ ಕೋಟಿ ರೂಪಾಯಿ ವೆಚ್ಚದ ಕಾಮಗಾರಿ ಕಳಪೆಯಾಗಿದ್ದು ನೀರಿನ ಪೂರೈಕೆಯಲ್ಲಿ ವ್ಯತ್ಯಯ ಉಂಟಾಗಿದೆ. ಪಟ್ಟಣದ ಹಲವು ಬಡಾವಣೆಗಳಲ್ಲಿ ಕುಡಿಯುವ ನೀರಿನ ಸಮಸ್ಯೆ ಎದುರಾಗಿದ್ದು ಕೂಡಲೇ ನೀರಿನ ವ್ಯವಸ್ಥೆಯನ್ನು ಸರಿಪಡಿಸಬೇಕು ಎಂದು ನಾಗರಿಕರು ಒತ್ತಾಯಿಸಿದ್ದಾರೆ. ಅಧಿಕಾರಿಗಳು ತಕ್ಷಣ ಸ್ಥಳಕ್ಕೆ ಭೇಟಿ ನೀಡಿ ಸಮಸ್ಯೆ ಪರಿಹರಿಸಬೇಕು. ಇಲ್ಲವಾದಲ್ಲಿ ಪುರಸಭೆ ಕಚೇರಿ ಎದುರು ಪ್ರತಿಭಟನೆ ನಡೆಸಲಾಗುವುದು ಎಂದು ಎಚ್ಚರಿಸಿದರು. — [1022, 131, 1306, 202]
story-honor — [1046, 1660, 1306, 1691]
